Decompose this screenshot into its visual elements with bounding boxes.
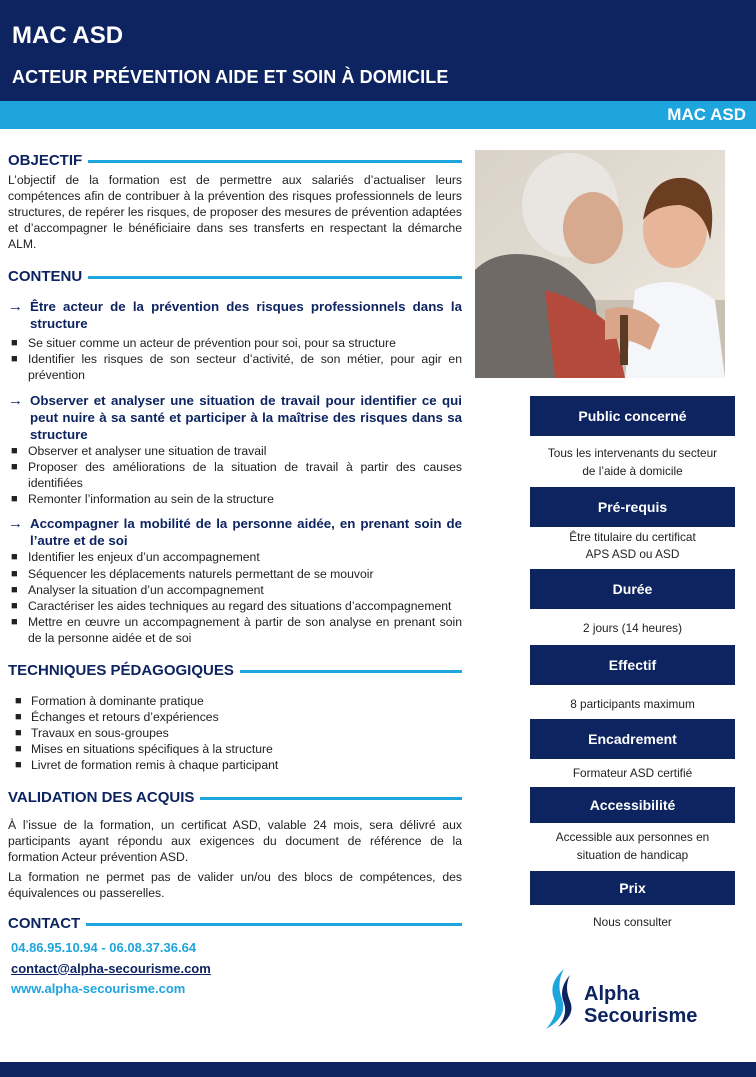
list-item: ■ Se situer comme un acteur de prévention pour soi, pour sa structure (11, 336, 396, 350)
contenu-block-1 (8, 298, 462, 384)
list-item: ■ Identifier les enjeux d’un accompagnement (11, 550, 260, 565)
logo-swirl-icon (538, 965, 582, 1035)
encadrement-line-1: Formateur ASD certifié (572, 766, 693, 780)
bullet-icon: ■ (15, 759, 22, 772)
arrow-icon: → (8, 298, 23, 315)
logo-line-1: Alpha (584, 983, 640, 1005)
duree-label: Durée (530, 569, 735, 609)
heading-rule (88, 160, 462, 163)
contenu-list-2 (8, 443, 462, 508)
bullet-icon: ■ (11, 493, 18, 506)
sidebar-prerequis (530, 487, 735, 563)
sidebar-public (530, 396, 735, 480)
main-column (8, 150, 462, 997)
contact-heading (8, 914, 462, 934)
accessibilite-line-1: Accessible aux personnes en (555, 830, 710, 844)
accessibilite-label: Accessibilité (530, 787, 735, 823)
bullet-icon: ■ (11, 583, 18, 596)
page-footer-band (0, 1062, 756, 1077)
validation-heading (8, 788, 462, 808)
title-band (0, 101, 756, 129)
arrow-icon: → (8, 515, 23, 533)
bullet-icon: ■ (11, 616, 18, 629)
bullet-icon: ■ (15, 694, 22, 707)
list-item: ■ Identifier les risques de son secteur d’activité, de son métier, pour agir en prévention (11, 352, 462, 383)
page-title: MAC ASD (12, 22, 124, 49)
objectif-heading (8, 150, 462, 170)
list-item: ■ Échanges et retours d’expériences (15, 709, 219, 724)
accessibilite-line-2: situation de handicap (576, 848, 689, 862)
objectif-text: L’objectif de la formation est de permettre aux salariés d’actualiser leurs compétences afin de contribuer à la prévention des risques professionnels de leurs structures, de repérer les risques, de proposer des mesures de prévention adaptées et d’accompagner le bénéficiaire dans ses transferts en respectant la démarche ALM. (8, 173, 462, 251)
list-item: ■ Mises en situations spécifiques à la structure (15, 742, 273, 757)
prerequis-line-1: Être titulaire du certificat (569, 530, 696, 544)
list-item: ■ Séquencer les déplacements naturels permettant de se mouvoir (11, 566, 374, 581)
contenu-list-1 (8, 335, 462, 384)
logo-line-2: Secourisme (584, 1005, 698, 1027)
list-item: ■ Livret de formation remis à chaque participant (15, 758, 279, 773)
prerequis-label: Pré-requis (530, 487, 735, 527)
bullet-icon: ■ (11, 567, 18, 580)
list-item: ■ Observer et analyser une situation de travail (11, 443, 267, 458)
bullet-icon: ■ (11, 600, 18, 613)
list-item: ■ Travaux en sous-groupes (15, 726, 169, 741)
bullet-icon: ■ (11, 444, 18, 457)
contenu-title: CONTENU (8, 267, 83, 285)
prix-label: Prix (530, 871, 735, 905)
objectif-title: OBJECTIF (8, 151, 83, 169)
list-item: ■ Remonter l’information au sein de la structure (11, 492, 274, 507)
contenu-block-3 (8, 515, 462, 646)
contenu-block-2 (8, 392, 462, 508)
photo-illustration (475, 150, 725, 378)
sidebar-encadrement (530, 719, 735, 782)
techniques-heading (8, 661, 462, 681)
arrow-icon: → (8, 391, 23, 409)
techniques-title: TECHNIQUES PÉDAGOGIQUES (8, 662, 234, 680)
caregiver-photo (475, 150, 725, 378)
sidebar-duree (530, 569, 735, 637)
validation-title: VALIDATION DES ACQUIS (8, 789, 195, 807)
public-line-2: de l’aide à domicile (582, 464, 683, 478)
public-line-1: Tous les intervenants du secteur (547, 446, 718, 460)
bullet-icon: ■ (11, 337, 18, 349)
sidebar-prix (530, 871, 735, 931)
effectif-label: Effectif (530, 645, 735, 685)
company-logo (538, 965, 738, 1035)
encadrement-label: Encadrement (530, 719, 735, 759)
contenu-heading-1: → Être acteur de la prévention des risques professionnels dans la structure (8, 298, 462, 331)
contact-title: CONTACT (8, 915, 81, 933)
band-label: MAC ASD (667, 105, 746, 124)
bullet-icon: ■ (11, 460, 18, 473)
contenu-heading-3: → Accompagner la mobilité de la personne aidée, en prenant soin de l’autre et de soi (8, 515, 462, 549)
heading-rule (86, 923, 462, 926)
validation-text-1: À l’issue de la formation, un certificat ASD, valable 24 mois, sera délivré aux participants ayant répondu aux exigences du document de référence de la formation Acteur prévention ASD. (8, 817, 462, 864)
prerequis-line-2: APS ASD ou ASD (585, 547, 680, 561)
bullet-icon: ■ (15, 743, 22, 756)
list-item: ■ Mettre en œuvre un accompagnement à partir de son analyse en prenant soin de la personne aidée et de soi (11, 615, 462, 646)
techniques-list (8, 693, 462, 774)
contact-email-link[interactable]: contact@alpha-secourisme.com (11, 960, 211, 976)
sidebar-accessibilite (530, 787, 735, 864)
heading-rule (200, 797, 462, 800)
bullet-icon: ■ (15, 727, 22, 740)
contenu-heading (8, 266, 462, 286)
bullet-icon: ■ (15, 710, 22, 723)
effectif-line-1: 8 participants maximum (570, 697, 695, 711)
contenu-heading-2: → Observer et analyser une situation de travail pour identifier ce qui peut nuire à sa santé et participer à la maîtrise des risques dans sa structure (8, 391, 462, 442)
contenu-list-3 (8, 549, 462, 646)
duree-line-1: 2 jours (14 heures) (582, 621, 682, 635)
prix-line-1: Nous consulter (593, 915, 672, 929)
sidebar-effectif (530, 645, 735, 713)
page-header (0, 0, 756, 101)
heading-rule (240, 670, 462, 673)
list-item: ■ Analyser la situation d’un accompagnement (11, 582, 264, 597)
page-subtitle: ACTEUR PRÉVENTION AIDE ET SOIN À DOMICILE (12, 67, 449, 87)
list-item: ■ Proposer des améliorations de la situation de travail à partir des causes identifiées (11, 459, 462, 491)
validation-text-2: La formation ne permet pas de valider un/ou des blocs de compétences, des équivalences ou passerelles. (8, 869, 462, 900)
contact-block (8, 940, 462, 997)
bullet-icon: ■ (11, 551, 18, 564)
list-item: ■ Caractériser les aides techniques au regard des situations d’accompagnement (11, 599, 452, 614)
heading-rule (88, 276, 462, 279)
bullet-icon: ■ (11, 353, 18, 366)
contact-phones: 04.86.95.10.94 - 06.08.37.36.64 (11, 939, 197, 955)
list-item: ■ Formation à dominante pratique (15, 693, 204, 708)
public-label: Public concerné (530, 396, 735, 436)
contact-website-link[interactable]: www.alpha-secourisme.com (11, 980, 186, 996)
